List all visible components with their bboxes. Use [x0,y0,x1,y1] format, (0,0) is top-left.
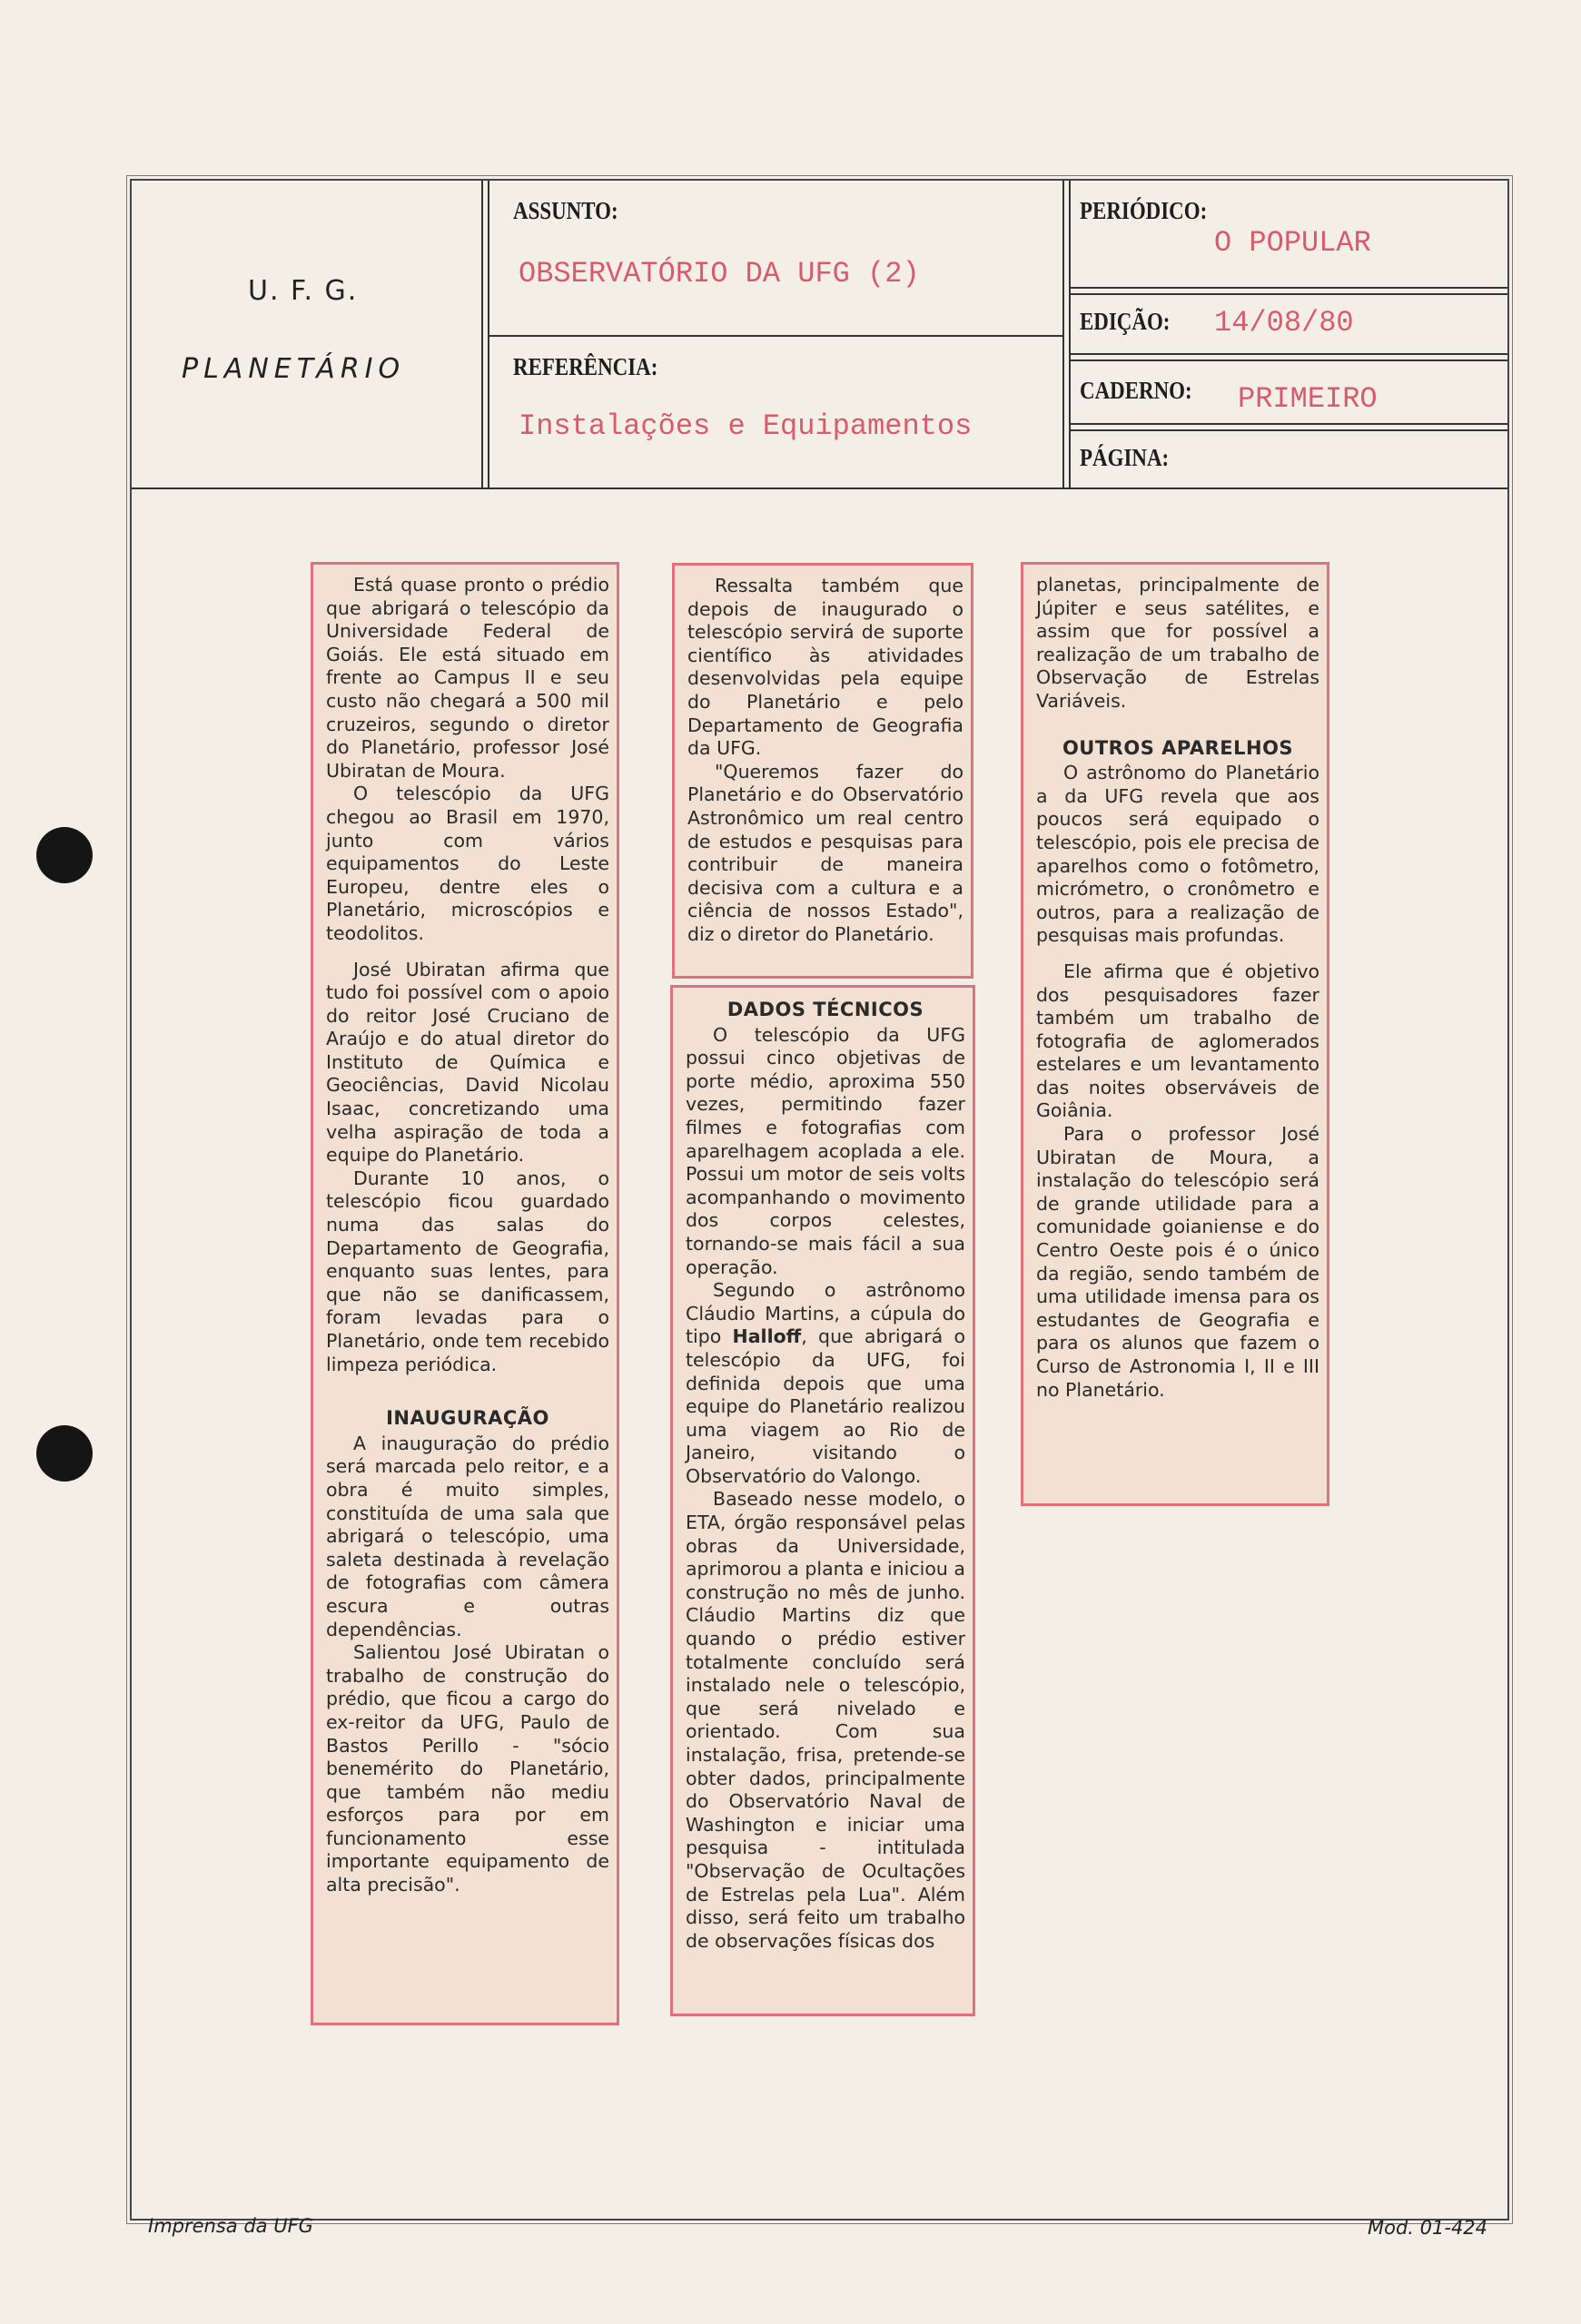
col1-paragraph-3: José Ubiratan afirma que tudo foi possível com o apoio do reitor José Cruciano de Araújo e do atual diretor do Instituto de Química e Geociências, David Nicolau Isaac, concretizando uma velha aspiração de toda a equipe do Planetário. [326,958,609,1167]
edicao-label: EDIÇÃO: [1080,308,1171,335]
header-separator-2b [1069,181,1071,487]
binder-hole-bottom [36,1425,93,1482]
col1-paragraph-4: Durante 10 anos, o telescópio ficou guardado numa das salas do Departamento de Geografia, enquanto suas lentes, para que não se danificassem, foram levadas para o Planetário, onde tem recebido limpeza periódica. [326,1167,609,1375]
col2a-paragraph-1: Ressalta também que depois de inaugurado o telescópio servirá de suporte científico às atividades desenvolvidas pela equipe do Planetário e pelo Departamento de Geografia da UFG. [687,575,963,760]
clipping-column-2-top [672,563,973,979]
referencia-label: REFERÊNCIA: [513,353,658,380]
col3-paragraph-3: Ele afirma que é objetivo dos pesquisadores fazer também um trabalho de fotografia de aglomerados estelares e um levantamento das noites observáveis de Goiânia. [1036,960,1319,1122]
institution-name: U. F. G. [248,275,359,307]
col2b-heading-dados-tecnicos: DADOS TÉCNICOS [726,999,924,1020]
header-separator-1 [481,181,483,487]
assunto-label: ASSUNTO: [513,197,618,224]
department-name: PLANETÁRIO [182,353,406,385]
col3-heading-outros-aparelhos: OUTROS APARELHOS [1062,736,1294,759]
periodico-label: PERIÓDICO: [1080,197,1208,224]
edicao-divider [1069,353,1507,355]
col2b-paragraph-2-end: , que abrigará o telescópio da UFG, foi definida depois que uma equipe do Planetário realizou uma viagem ao Rio de Janeiro, visitando o Observatório do Valongo. [686,1325,965,1487]
caderno-divider-b [1069,429,1507,431]
col3-paragraph-1: planetas, principalmente de Júpiter e seus satélites, e assim que for possível a realização de um trabalho de Observação de Estrelas Variáveis. [1036,574,1319,712]
assunto-value: OBSERVATÓRIO DA UFG (2) [519,257,920,290]
col1-heading-inauguracao: INAUGURAÇÃO [386,1407,549,1430]
col1-paragraph-6: Salientou José Ubiratan o trabalho de construção do prédio, que ficou a cargo do ex-reitor da UFG, Paulo de Bastos Perillo - "sócio benemérito do Planetário, que também não mediu esforços para por em funcionamento esse importante equipamento de alta precisão". [326,1641,609,1896]
caderno-value: PRIMEIRO [1238,382,1378,416]
col1-paragraph-1: Está quase pronto o prédio que abrigará o telescópio da Universidade Federal de Goiás. Ele está situado em frente ao Campus II e seu custo não chegará a 500 mil cruzeiros, segundo o diretor do Planetário, professor José Ubiratan de Moura. [326,574,609,782]
pagina-label: PÁGINA: [1080,444,1170,471]
col3-paragraph-4: Para o professor José Ubiratan de Moura, a instalação do telescópio será de grande utilidade para a comunidade goianiense e do Centro Oeste pois é o único da região, sendo também de uma utilidade imensa para os estudantes de Geografia e para os alunos que fazem o Curso de Astronomia I, II e III no Planetário. [1036,1123,1319,1401]
caderno-label: CADERNO: [1080,377,1192,404]
periodico-value: O POPULAR [1214,226,1371,260]
col1-paragraph-5: A inauguração do prédio será marcada pelo reitor, e a obra é muito simples, constituída de uma sala que abrigará o telescópio, uma saleta destinada à revelação de fotografias com câmera escura e outras dependências. [326,1432,609,1640]
clipping-column-1 [311,562,619,2025]
col2b-paragraph-3: Baseado nesse modelo, o ETA, órgão responsável pelas obras da Universidade, aprimorou a planta e iniciou a construção no mês de junho. Cláudio Martins diz que quando o prédio estiver totalmente concluído será instalado nele o telescópio, que será nivelado e orientado. Com sua instalação, frisa, pretende-se obter dados, principalmente do Observatório Naval de Washington e iniciar uma pesquisa - intitulada "Observação de Ocultações de Estrelas pela Lua". Além disso, será feito um trabalho de observações físicas dos [686,1488,965,1952]
clipping-column-2-bottom [670,985,975,2016]
col2b-paragraph-1: O telescópio da UFG possui cinco objetivas de porte médio, aproxima 550 vezes, permitindo fazer filmes e fotografias com aparelhagem acoplada a ele. Possui um motor de seis volts acompanhando o movimento dos corpos celestes, tornando-se mais fácil a sua operação. [686,1023,965,1278]
header-divider [132,487,1507,489]
col2b-halloff: Halloff [732,1325,802,1348]
footer-imprensa: Imprensa da UFG [148,2215,313,2237]
col2b-paragraph-2 [686,1279,965,1488]
periodico-divider-b [1069,293,1507,295]
edicao-value: 14/08/80 [1214,306,1354,340]
assunto-divider [488,335,1062,337]
binder-hole-top [36,827,93,883]
col1-paragraph-2: O telescópio da UFG chegou ao Brasil em 1970, junto com vários equipamentos do Leste Europeu, dentre eles o Planetário, microscópios e teodolitos. [326,783,609,944]
edicao-divider-b [1069,359,1507,361]
header-separator-2 [1062,181,1064,487]
caderno-divider [1069,423,1507,425]
col3-paragraph-2: O astrônomo do Planetário a da UFG revela que aos poucos será equipado o telescópio, pois ele precisa de aparelhos como o fotômetro, micrómetro, o cronômetro e outros, para a realização de pesquisas mais profundas. [1036,762,1319,947]
col2a-paragraph-2: "Queremos fazer do Planetário e do Observatório Astronômico um real centro de estudos e pesquisas para contribuir de maneira decisiva com a cultura e a ciência de nossos Estado", diz o diretor do Planetário. [687,760,963,945]
clipping-column-3 [1021,562,1329,1506]
col2b-paragraph-2-start: Segundo o astrônomo Cláudio Martins, a cúpula do tipo [686,1279,965,1348]
periodico-divider [1069,287,1507,289]
referencia-value: Instalações e Equipamentos [519,409,973,443]
header-separator-1b [488,181,489,487]
footer-model-number: Mod. 01-424 [1368,2217,1488,2239]
